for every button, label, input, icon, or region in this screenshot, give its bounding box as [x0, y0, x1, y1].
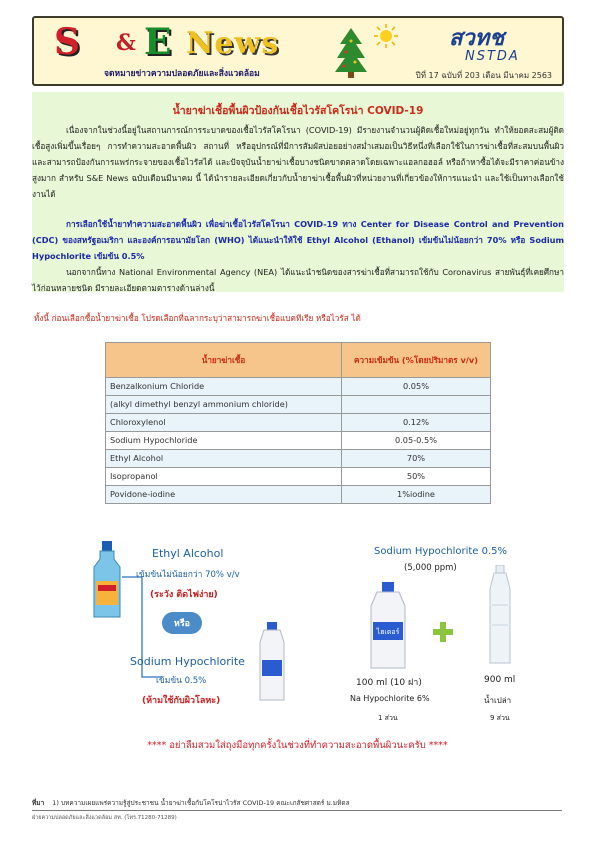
logo-e: E — [144, 21, 172, 63]
logo-ampersand: & — [116, 30, 136, 56]
table-cell-name: Povidone-iodine — [106, 486, 342, 504]
table-row — [106, 468, 491, 486]
disinfectant-infographic — [88, 527, 536, 730]
reference-text: 1) บทความเผยแพร่ความรู้สู่ประชาชน น้ำยาฆ่าเชื้อกับโคโรน่าไวรัส COVID-19 คณะเภสัชศาสตร์ ม.มหิดล — [52, 799, 350, 807]
article-paragraph-nea: นอกจากนี้ทาง National Environmental Agency (NEA) ได้แนะนำชนิดของสารฆ่าเชื้อที่สามารถใช้กับ Coronavirus สายพันธุ์ที่เคยศึกษาไว้ก่อนหลายชนิด มีรายละเอียดตามตารางด้านล่างนี้ — [32, 267, 564, 293]
table-cell-name: (alkyl dimethyl benzyl ammonium chloride) — [106, 396, 342, 414]
disinfectant-table — [105, 342, 491, 504]
table-row — [106, 432, 491, 450]
table-cell-concentration: 1%iodine — [342, 486, 491, 504]
bleach-bottle-icon — [258, 622, 286, 702]
right-title: Sodium Hypochlorite 0.5% — [374, 546, 508, 557]
ethyl-concentration: เข้มข้นไม่น้อยกว่า 70% v/v — [136, 570, 240, 580]
hypo-concentration: เข้มข้น 0.5% — [156, 676, 207, 686]
table-header-row — [106, 343, 491, 378]
article-title: น้ำยาฆ่าเชื้อพื้นผิวป้องกันเชื้อไวรัสโคโรน่า COVID-19 — [172, 105, 424, 117]
water-amount: 900 ml — [484, 675, 516, 685]
newsletter-subtitle: จดหมายข่าวความปลอดภัยและสิ่งแวดล้อม — [104, 69, 260, 79]
bleach-amount: 100 ml (10 ฝา) — [356, 678, 422, 688]
right-ppm: (5,000 ppm) — [404, 563, 457, 573]
table-cell-name: Chloroxylenol — [106, 414, 342, 432]
nstda-logo-thai: สวทช — [449, 26, 505, 51]
footer-divider — [32, 810, 562, 811]
water-bottle-icon — [488, 565, 512, 665]
bleach-part: 1 ส่วน — [378, 714, 398, 722]
article-paragraph-intro: เนื่องจากในช่วงนี้อยู่ในสถานการณ์การระบาดของเชื้อไวรัสโคโรนา (COVID-19) มีรายงานจำนวนผู้ติดเชื้อใหม่อยู่ทุกวัน ทำให้ยอดสะสมผู้ติดเชื้อสูงเพิ่มขึ้นเรื่อยๆ การทำความสะอาดพื้นผิว สถานที่ หรืออุปกรณ์ที่มีการสัมผัสบ่อยอย่างสม่ำเสมอเป็นวิธีหนึ่งที่เลือกใช้ในการฆ่าเชื้อที่สะสมบนพื้นผิว และสามารถป้องกันการแพร่กระจายของเชื้อไวรัสได้ และปัจจุบันน้ำยาฆ่าเชื้อบางชนิดขาดตลาดโดยเฉพาะแอลกอฮอล์ หรือถ้าหาซื้อได้จะมีราคาค่อนข้างสูงมาก สำหรับ S&E News ฉบับเดือนมีนาคม นี้ ได้นำรายละเอียดเกี่ยวกับน้ำยาฆ่าเชื้อพื้นผิวที่หน่วยงานที่เกี่ยวข้องให้การแนะนำ และใช้เป็นทางเลือกใช้งานได้ — [32, 125, 564, 199]
table-cell-concentration: 0.12% — [342, 414, 491, 432]
christmas-tree-icon — [334, 26, 368, 78]
water-label: น้ำเปล่า — [484, 696, 512, 705]
bleach-type: Na Hypochlorite 6% — [350, 694, 430, 703]
hypo-warning: (ห้ามใช้กับผิวโลหะ) — [142, 696, 221, 706]
ethyl-title: Ethyl Alcohol — [152, 547, 224, 560]
nstda-logo-english: NSTDA — [465, 49, 520, 64]
table-cell-name: Benzalkonium Chloride — [106, 378, 342, 396]
newsletter-header — [32, 16, 564, 86]
or-label: หรือ — [173, 619, 191, 629]
hypo-title: Sodium Hypochlorite — [130, 655, 245, 668]
table-row — [106, 486, 491, 504]
footer-contact: ฝ่ายความปลอดภัยและสิ่งแวดล้อม สท. (โทร.71280-71289) — [32, 815, 177, 821]
article-panel — [32, 92, 564, 292]
table-cell-concentration — [342, 396, 491, 414]
plus-icon — [433, 622, 453, 642]
table-cell-concentration: 0.05% — [342, 378, 491, 396]
table-row — [106, 396, 491, 414]
table-cell-name: Ethyl Alcohol — [106, 450, 342, 468]
table-cell-concentration: 70% — [342, 450, 491, 468]
bleach-bottle-icon — [368, 582, 408, 670]
article-paragraph-recommendation: การเลือกใช้น้ำยาทำความสะอาดพื้นผิว เพื่อฆ่าเชื้อไวรัสโคโรนา COVID-19 ทาง Center for Disease Control and Prevention (CDC) ของสหรัฐอเมริกา และองค์การอนามัยโลก (WHO) ได้แนะนำให้ใช้ Ethyl Alcohol (Ethanol) เข้มข้นไม่น้อยกว่า 70% หรือ Sodium Hypochlorite เข้มข้น 0.5% — [32, 219, 564, 261]
bottle-brand-label: ไฮเตอร์ — [376, 628, 400, 636]
sun-icon — [374, 24, 398, 48]
table-row — [106, 414, 491, 432]
logo-news: News — [186, 26, 280, 61]
water-part: 9 ส่วน — [490, 714, 510, 722]
table-row — [106, 450, 491, 468]
table-cell-name: Isopropanol — [106, 468, 342, 486]
glove-warning: **** อย่าลืมสวมใส่ถุงมือทุกครั้งในช่วงที่ทำความสะอาดพื้นผิวนะครับ **** — [147, 740, 448, 751]
logo-s: S — [54, 21, 80, 63]
reference-label: ที่มา — [32, 799, 45, 807]
column-header-disinfectant: น้ำยาฆ่าเชื้อ — [106, 343, 342, 378]
table-cell-name: Sodium Hypochloride — [106, 432, 342, 450]
issue-info: ปีที่ 17 ฉบับที่ 203 เดือน มีนาคม 2563 — [415, 71, 552, 80]
table-cell-concentration: 0.05-0.5% — [342, 432, 491, 450]
table-cell-concentration: 50% — [342, 468, 491, 486]
column-header-concentration: ความเข้มข้น (%โดยปริมาตร v/v) — [342, 343, 491, 378]
table-row — [106, 378, 491, 396]
article-note: ทั้งนี้ ก่อนเลือกซื้อน้ำยาฆ่าเชื้อ โปรดเลือกที่ฉลากระบุว่าสามารถฆ่าเชื้อแบคทีเรีย หรือไวรัส ได้ — [34, 313, 361, 323]
alcohol-bottle-icon — [90, 541, 124, 621]
nstda-logo — [449, 28, 559, 63]
ethyl-warning: (ระวัง ติดไฟง่าย) — [150, 590, 218, 600]
reference — [32, 798, 350, 808]
